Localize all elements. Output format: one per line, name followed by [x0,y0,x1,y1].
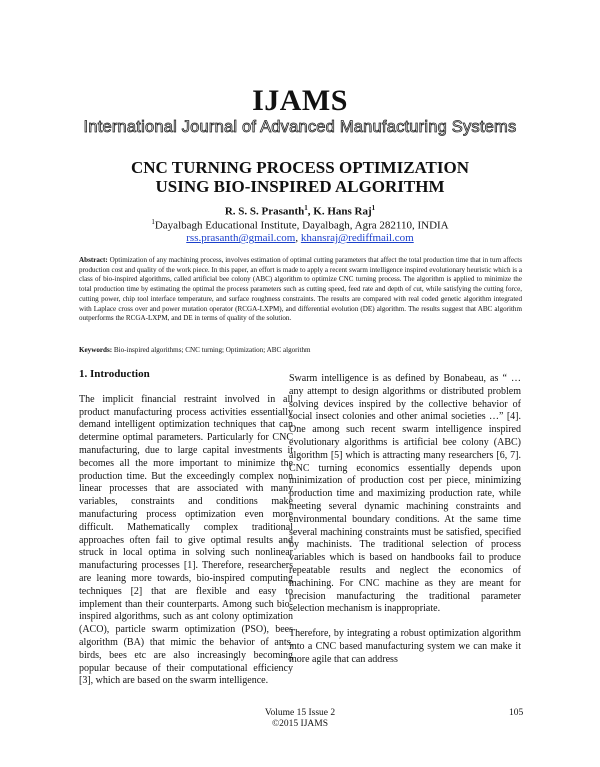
page-number: 105 [509,708,524,718]
author-1: R. S. S. Prasanth [224,205,305,218]
author-1-affiliation-mark: 1 [304,204,308,212]
author-list [0,204,600,218]
author-2-affiliation-mark: 1 [371,204,376,212]
intro-paragraph-2: Swarm intelligence is as defined by Bonabeau, as “ …any attempt to design algorithms or distributed problem solving devices inspired by the collective behavior of social insect colonies and other animal societies …” [4]. One among such recent swarm intelligence inspired evolutionary algorithms is artificial bee colony (ABC) algorithm [5] which is attracting many researchers [6, 7]. CNC turning economics essentially depends upon minimization of production cost per piece, minimizing production time and maximizing production rate, while meeting several dynamic machining constraints and environmental boundary conditions. At the same time several machining constraints must be satisfied, specified by machinists. The traditional selection of process variables which is based on handbooks fail to produce repeatable results and neglect the economics of machining. For CNC machine as they are meant for precision manufacturing the traditional parameter selection mechanism is inappropriate. [289,373,521,615]
affiliation-text: Dayalbagh Educational Institute, Dayalbagh, Agra 282110, INDIA [154,219,449,232]
author-2: , K. Hans Raj [307,205,372,218]
footer-copyright: ©2015 IJAMS [271,719,329,729]
keywords-text: Bio-inspired algorithms; CNC turning; Optimization; ABC algorithm [112,346,311,354]
email-link-1[interactable]: rss.prasanth@gmail.com [186,232,296,244]
paper-title [0,158,600,196]
abstract-text: Optimization of any machining process, involves estimation of optimal cutting parameters that affect the total production time that in turn affects production cost and quality of the work piece. In this paper, an effort is made to apply a recent swarm intelligence inspired evolutionary heuristic which is a class of bio-inspired algorithms, called artificial bee colony (ABC) algorithm to optimize CNC turning process. The algorithm is applied to minimize the total production time by estimating the optimal the process parameters such as cutting speed, feed rate and depth of cut, while satisfying the cutting force, cutting power, chip tool interface temperature, and surface roughness constraints. The results are compared with real coded genetic algorithm integrated with Laplace cross over and power mutation operator (RCGA-LXPM), and differential evolution (DE) algorithm. The results suggest that ABC algorithm outperforms the RCGA-LXPM, and DE in terms of quality of the solution. [79,256,522,323]
email-separator: , [295,232,301,244]
intro-paragraph-3: Therefore, by integrating a robust optimization algorithm into a CNC based manufacturing system we can make it more agile that can address [289,628,521,665]
abstract-label: Abstract: [79,256,108,264]
email-link-2[interactable]: khansraj@rediffmail.com [300,232,414,244]
abstract [79,256,522,324]
affiliation-mark: 1 [151,218,155,226]
section-heading-introduction: 1. Introduction [79,368,150,380]
footer-volume: Volume 15 Issue 2 [264,708,336,718]
keywords-label: Keywords: [79,346,113,354]
right-column [289,373,521,679]
affiliation [0,218,600,232]
author-emails [0,232,600,244]
title-line-1: CNC TURNING PROCESS OPTIMIZATION [131,158,469,177]
journal-abbreviation: IJAMS [252,84,348,117]
intro-paragraph-1: The implicit financial restraint involved in all product manufacturing process activities essentially demand intelligent optimization techniques that can determine optimal parameters. Particularly for CNC manufacturing, due to large capital investments it becomes all the more important to minimize the production time. But the exceedingly complex non linear processes that are associated with many variables, constraints and conditions make manufacturing process optimization even more difficult. Mathematically complex traditional approaches often fail to give optimal results and struck in local optima in solving such nonlinear manufacturing processes [1]. Therefore, researchers are leaning more towards, bio-inspired computing techniques [2] that are flexible and easy to implement than their counterparts. Among such bio-inspired algorithms, such as ant colony optimization (ACO), particle swarm optimization (PSO), bees algorithm (BA) that mimic the behavior of ants, birds, bees etc are also increasingly becoming popular because of their computational efficiency [3], which are based on the swarm intelligence. [79,393,293,687]
left-column [79,368,293,700]
journal-full-name: International Journal of Advanced Manufacturing Systems [83,118,517,136]
title-line-2: USING BIO-INSPIRED ALGORITHM [155,177,445,196]
keywords [79,346,522,354]
